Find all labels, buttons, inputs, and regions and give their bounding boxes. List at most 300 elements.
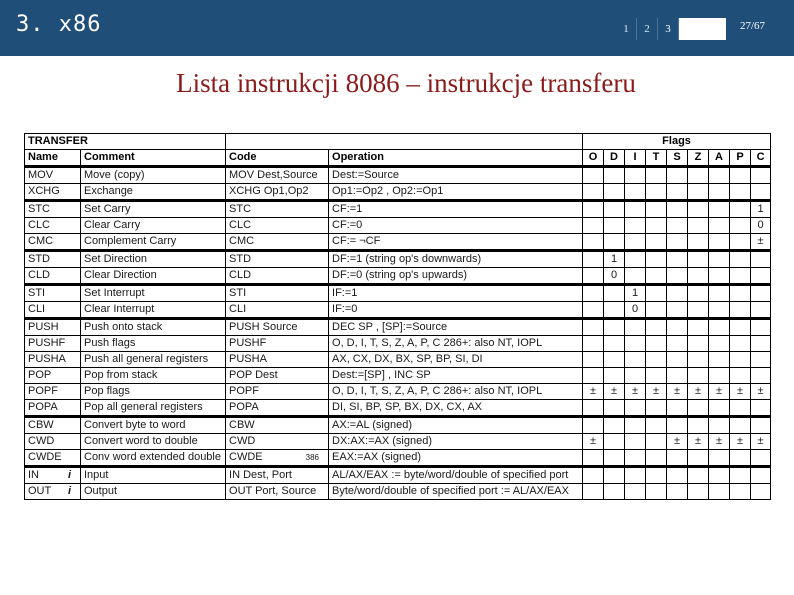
cell-flag-a xyxy=(709,201,730,218)
cell-name-text: STC xyxy=(28,203,50,215)
cell-flag-c xyxy=(751,400,771,417)
cell-name-text: CWD xyxy=(28,435,55,447)
cell-flag-t xyxy=(646,368,667,384)
cell-name-text: STD xyxy=(28,253,50,265)
cell-comment: Output xyxy=(81,484,226,500)
flag-header-c: C xyxy=(751,150,771,167)
cell-flag-i xyxy=(625,400,646,417)
cell-operation: DEC SP , [SP]:=Source xyxy=(329,319,583,336)
cell-code xyxy=(226,450,329,467)
cell-code xyxy=(226,218,329,234)
cell-flag-c: ± xyxy=(751,434,771,450)
cell-name xyxy=(25,285,81,302)
table-row xyxy=(25,467,771,484)
cell-flag-i xyxy=(625,251,646,268)
table-row xyxy=(25,251,771,268)
cell-flag-z xyxy=(688,352,709,368)
cell-flag-a xyxy=(709,319,730,336)
cell-flag-z xyxy=(688,268,709,285)
cell-name-text: CBW xyxy=(28,419,54,431)
cell-flag-a xyxy=(709,268,730,285)
cell-flag-s xyxy=(667,368,688,384)
cell-name-text: OUT xyxy=(28,485,52,497)
cell-comment: Clear Interrupt xyxy=(81,302,226,319)
cell-flag-s xyxy=(667,201,688,218)
cell-flag-c: ± xyxy=(751,234,771,251)
cell-flag-t xyxy=(646,400,667,417)
cell-flag-i xyxy=(625,167,646,184)
cell-code-text: STC xyxy=(229,203,252,215)
cell-flag-d xyxy=(604,434,625,450)
cell-operation: IF:=0 xyxy=(329,302,583,319)
cell-name xyxy=(25,400,81,417)
cell-flag-a xyxy=(709,336,730,352)
cell-flag-p xyxy=(730,467,751,484)
cell-flag-s xyxy=(667,450,688,467)
cell-flag-d xyxy=(604,417,625,434)
cell-flag-s xyxy=(667,484,688,500)
cell-flag-z xyxy=(688,319,709,336)
cell-flag-p xyxy=(730,400,751,417)
cell-flag-i: 1 xyxy=(625,285,646,302)
cell-flag-i xyxy=(625,484,646,500)
cell-flag-a xyxy=(709,218,730,234)
cell-code xyxy=(226,285,329,302)
cell-flag-p xyxy=(730,319,751,336)
cell-name-text: IN xyxy=(28,469,39,481)
cell-code xyxy=(226,268,329,285)
cell-code-text: POPA xyxy=(229,401,259,413)
table-row xyxy=(25,319,771,336)
cell-flag-t xyxy=(646,201,667,218)
cell-flag-z xyxy=(688,467,709,484)
cell-code xyxy=(226,201,329,218)
header-bar xyxy=(0,0,794,56)
cell-comment: Input xyxy=(81,467,226,484)
table-row xyxy=(25,201,771,218)
col-name: Name xyxy=(25,150,81,167)
cell-flag-p xyxy=(730,417,751,434)
cell-flag-d xyxy=(604,184,625,201)
col-code: Code xyxy=(226,150,329,167)
cell-name-text: STI xyxy=(28,287,46,299)
cell-flag-a xyxy=(709,234,730,251)
cell-flag-t xyxy=(646,234,667,251)
table-row xyxy=(25,384,771,400)
cell-flag-t xyxy=(646,302,667,319)
cell-name-note: i xyxy=(67,485,71,497)
cell-flag-p xyxy=(730,336,751,352)
cell-operation: CF:= ¬CF xyxy=(329,234,583,251)
cell-flag-a xyxy=(709,302,730,319)
cell-flag-s xyxy=(667,234,688,251)
cell-flag-z xyxy=(688,167,709,184)
table-row xyxy=(25,368,771,384)
cell-flag-i: 0 xyxy=(625,302,646,319)
nav-item-2[interactable]: 2 xyxy=(637,18,658,40)
cell-code-note: 386 xyxy=(305,453,320,462)
cell-name xyxy=(25,234,81,251)
cell-operation: DF:=1 (string op's downwards) xyxy=(329,251,583,268)
flags-label: Flags xyxy=(583,134,771,150)
cell-name-text: MOV xyxy=(28,169,54,181)
cell-code xyxy=(226,484,329,500)
flag-header-s: S xyxy=(667,150,688,167)
cell-flag-z xyxy=(688,484,709,500)
cell-name-text: POP xyxy=(28,369,52,381)
table-header-row xyxy=(25,150,771,167)
cell-flag-c xyxy=(751,467,771,484)
table-row xyxy=(25,302,771,319)
cell-comment: Push all general registers xyxy=(81,352,226,368)
cell-comment: Conv word extended double xyxy=(81,450,226,467)
cell-flag-z xyxy=(688,336,709,352)
cell-code-text: PUSHF xyxy=(229,337,267,349)
cell-operation: AX:=AL (signed) xyxy=(329,417,583,434)
cell-name xyxy=(25,319,81,336)
cell-flag-d xyxy=(604,167,625,184)
cell-flag-z xyxy=(688,302,709,319)
cell-flag-d xyxy=(604,218,625,234)
cell-flag-s xyxy=(667,417,688,434)
cell-flag-a xyxy=(709,484,730,500)
table-row xyxy=(25,167,771,184)
cell-flag-d xyxy=(604,467,625,484)
cell-flag-p xyxy=(730,268,751,285)
cell-comment: Complement Carry xyxy=(81,234,226,251)
cell-name-text: CMC xyxy=(28,235,54,247)
cell-flag-p xyxy=(730,218,751,234)
cell-flag-d xyxy=(604,484,625,500)
cell-flag-a xyxy=(709,400,730,417)
cell-flag-d: ± xyxy=(604,384,625,400)
cell-flag-z xyxy=(688,218,709,234)
cell-flag-a xyxy=(709,251,730,268)
cell-flag-i xyxy=(625,184,646,201)
cell-flag-d xyxy=(604,319,625,336)
cell-flag-t xyxy=(646,352,667,368)
cell-flag-z: ± xyxy=(688,434,709,450)
cell-operation: Op1:=Op2 , Op2:=Op1 xyxy=(329,184,583,201)
cell-flag-t xyxy=(646,184,667,201)
cell-flag-p xyxy=(730,484,751,500)
flag-header-o: O xyxy=(583,150,604,167)
cell-comment: Set Interrupt xyxy=(81,285,226,302)
cell-name xyxy=(25,417,81,434)
cell-flag-z: ± xyxy=(688,384,709,400)
cell-code xyxy=(226,352,329,368)
cell-comment: Convert byte to word xyxy=(81,417,226,434)
cell-flag-a xyxy=(709,184,730,201)
cell-flag-c xyxy=(751,484,771,500)
cell-code-text: POPF xyxy=(229,385,259,397)
cell-flag-s xyxy=(667,336,688,352)
cell-operation: CF:=1 xyxy=(329,201,583,218)
cell-flag-a: ± xyxy=(709,434,730,450)
flag-header-i: I xyxy=(625,150,646,167)
cell-flag-s xyxy=(667,268,688,285)
cell-name xyxy=(25,484,81,500)
cell-comment: Move (copy) xyxy=(81,167,226,184)
cell-flag-s xyxy=(667,302,688,319)
cell-name xyxy=(25,450,81,467)
cell-code-text: IN Dest, Port xyxy=(229,469,292,481)
cell-flag-i xyxy=(625,319,646,336)
nav-item-3[interactable]: 3 xyxy=(658,18,679,40)
cell-comment: Pop flags xyxy=(81,384,226,400)
cell-name-text: XCHG xyxy=(28,185,60,197)
cell-flag-p xyxy=(730,368,751,384)
cell-comment: Push onto stack xyxy=(81,319,226,336)
table-row xyxy=(25,234,771,251)
cell-flag-p: ± xyxy=(730,384,751,400)
cell-comment: Set Direction xyxy=(81,251,226,268)
cell-flag-z xyxy=(688,201,709,218)
table-banner-blank xyxy=(226,134,583,150)
cell-name xyxy=(25,184,81,201)
cell-flag-c xyxy=(751,319,771,336)
cell-flag-c xyxy=(751,285,771,302)
cell-operation: O, D, I, T, S, Z, A, P, C 286+: also NT, IOPL xyxy=(329,384,583,400)
cell-operation: AX, CX, DX, BX, SP, BP, SI, DI xyxy=(329,352,583,368)
cell-operation: AL/AX/EAX := byte/word/double of specified port xyxy=(329,467,583,484)
cell-flag-o xyxy=(583,167,604,184)
col-comment: Comment xyxy=(81,150,226,167)
cell-name xyxy=(25,352,81,368)
table-row xyxy=(25,484,771,500)
cell-flag-i: ± xyxy=(625,384,646,400)
cell-flag-s: ± xyxy=(667,434,688,450)
cell-code-text: MOV Dest,Source xyxy=(229,169,318,181)
cell-flag-i xyxy=(625,368,646,384)
cell-flag-a xyxy=(709,352,730,368)
cell-code-text: CWDE xyxy=(229,451,263,463)
cell-flag-s: ± xyxy=(667,384,688,400)
cell-operation: EAX:=AX (signed) xyxy=(329,450,583,467)
cell-name xyxy=(25,201,81,218)
cell-flag-a xyxy=(709,368,730,384)
cell-flag-t xyxy=(646,450,667,467)
cell-name xyxy=(25,167,81,184)
cell-name xyxy=(25,251,81,268)
table-row xyxy=(25,268,771,285)
cell-flag-i xyxy=(625,218,646,234)
cell-flag-o xyxy=(583,352,604,368)
cell-operation: CF:=0 xyxy=(329,218,583,234)
cell-flag-d xyxy=(604,234,625,251)
cell-flag-s xyxy=(667,285,688,302)
cell-operation: Dest:=Source xyxy=(329,167,583,184)
table-row xyxy=(25,336,771,352)
cell-flag-t xyxy=(646,417,667,434)
cell-flag-i xyxy=(625,268,646,285)
cell-name xyxy=(25,218,81,234)
cell-flag-s xyxy=(667,400,688,417)
cell-flag-o xyxy=(583,450,604,467)
cell-flag-o xyxy=(583,319,604,336)
cell-flag-s xyxy=(667,467,688,484)
flag-header-a: A xyxy=(709,150,730,167)
cell-flag-p: ± xyxy=(730,434,751,450)
cell-code xyxy=(226,302,329,319)
cell-flag-p xyxy=(730,167,751,184)
table-row xyxy=(25,400,771,417)
cell-comment: Exchange xyxy=(81,184,226,201)
cell-flag-c xyxy=(751,368,771,384)
cell-code xyxy=(226,434,329,450)
cell-flag-z xyxy=(688,234,709,251)
cell-code xyxy=(226,234,329,251)
cell-code xyxy=(226,417,329,434)
cell-flag-p xyxy=(730,352,751,368)
cell-flag-t xyxy=(646,336,667,352)
cell-flag-p xyxy=(730,184,751,201)
cell-flag-c xyxy=(751,184,771,201)
cell-code xyxy=(226,467,329,484)
cell-operation: DF:=0 (string op's upwards) xyxy=(329,268,583,285)
cell-flag-a: ± xyxy=(709,384,730,400)
cell-name-text: POPA xyxy=(28,401,58,413)
cell-comment: Convert word to double xyxy=(81,434,226,450)
cell-flag-z xyxy=(688,450,709,467)
cell-flag-o xyxy=(583,285,604,302)
cell-flag-o xyxy=(583,417,604,434)
cell-flag-t xyxy=(646,167,667,184)
cell-flag-o: ± xyxy=(583,434,604,450)
cell-code-text: CLC xyxy=(229,219,252,231)
cell-flag-s xyxy=(667,218,688,234)
cell-flag-o xyxy=(583,268,604,285)
cell-flag-t xyxy=(646,285,667,302)
table-row xyxy=(25,434,771,450)
cell-flag-z xyxy=(688,251,709,268)
table-banner-row xyxy=(25,134,771,150)
cell-code-text: PUSH Source xyxy=(229,321,298,333)
cell-operation: Byte/word/double of specified port := AL/AX/EAX xyxy=(329,484,583,500)
cell-name xyxy=(25,302,81,319)
cell-flag-s xyxy=(667,184,688,201)
cell-flag-c xyxy=(751,167,771,184)
cell-name xyxy=(25,384,81,400)
cell-flag-t xyxy=(646,251,667,268)
cell-flag-o xyxy=(583,302,604,319)
cell-name-text: CWDE xyxy=(28,451,62,463)
cell-flag-s xyxy=(667,167,688,184)
cell-code-text: CMC xyxy=(229,235,255,247)
cell-code-text: PUSHA xyxy=(229,353,267,365)
cell-code xyxy=(226,184,329,201)
cell-flag-c: 0 xyxy=(751,218,771,234)
cell-flag-d xyxy=(604,352,625,368)
cell-code-text: OUT Port, Source xyxy=(229,485,317,497)
cell-code xyxy=(226,400,329,417)
flag-header-t: T xyxy=(646,150,667,167)
cell-flag-z xyxy=(688,285,709,302)
cell-flag-d xyxy=(604,368,625,384)
slide-title: Lista instrukcji 8086 – instrukcje transferu xyxy=(176,68,636,98)
cell-flag-o xyxy=(583,368,604,384)
cell-code xyxy=(226,167,329,184)
cell-flag-o xyxy=(583,251,604,268)
cell-flag-t xyxy=(646,319,667,336)
cell-flag-z xyxy=(688,368,709,384)
cell-flag-c xyxy=(751,251,771,268)
cell-flag-t xyxy=(646,268,667,285)
cell-flag-i xyxy=(625,417,646,434)
cell-flag-o xyxy=(583,400,604,417)
cell-flag-t xyxy=(646,218,667,234)
cell-flag-a xyxy=(709,417,730,434)
cell-name-text: CLI xyxy=(28,303,46,315)
cell-flag-c xyxy=(751,336,771,352)
cell-comment: Clear Carry xyxy=(81,218,226,234)
cell-code-text: STD xyxy=(229,253,252,265)
cell-flag-i xyxy=(625,336,646,352)
cell-name-text: POPF xyxy=(28,385,58,397)
table-row xyxy=(25,450,771,467)
cell-name-text: PUSHA xyxy=(28,353,66,365)
cell-name-text: CLC xyxy=(28,219,51,231)
table-row xyxy=(25,417,771,434)
flag-header-p: P xyxy=(730,150,751,167)
cell-flag-z xyxy=(688,417,709,434)
cell-flag-o xyxy=(583,234,604,251)
col-operation: Operation xyxy=(329,150,583,167)
cell-operation: DI, SI, BP, SP, BX, DX, CX, AX xyxy=(329,400,583,417)
cell-comment: Clear Direction xyxy=(81,268,226,285)
cell-flag-o xyxy=(583,336,604,352)
cell-flag-i xyxy=(625,201,646,218)
cell-name-text: CLD xyxy=(28,269,51,281)
flag-header-z: Z xyxy=(688,150,709,167)
cell-flag-o xyxy=(583,201,604,218)
cell-flag-o xyxy=(583,467,604,484)
cell-flag-c xyxy=(751,352,771,368)
page-number: 27/67 xyxy=(740,20,766,32)
cell-flag-s xyxy=(667,251,688,268)
cell-name-text: PUSH xyxy=(28,321,59,333)
cell-flag-p xyxy=(730,234,751,251)
cell-flag-a xyxy=(709,467,730,484)
cell-code-text: POP Dest xyxy=(229,369,278,381)
cell-flag-c xyxy=(751,268,771,285)
cell-flag-c: 1 xyxy=(751,201,771,218)
cell-name-text: PUSHF xyxy=(28,337,66,349)
cell-operation: DX:AX:=AX (signed) xyxy=(329,434,583,450)
cell-flag-t xyxy=(646,434,667,450)
cell-comment: Pop from stack xyxy=(81,368,226,384)
cell-flag-c xyxy=(751,450,771,467)
cell-code xyxy=(226,384,329,400)
cell-flag-a xyxy=(709,285,730,302)
cell-code-text: CWD xyxy=(229,435,256,447)
cell-flag-a xyxy=(709,450,730,467)
cell-flag-a xyxy=(709,167,730,184)
table-row xyxy=(25,352,771,368)
cell-flag-d xyxy=(604,201,625,218)
section-title: 3. x86 xyxy=(16,12,102,37)
cell-comment: Set Carry xyxy=(81,201,226,218)
cell-flag-p xyxy=(730,450,751,467)
cell-flag-i xyxy=(625,352,646,368)
table-banner: TRANSFER xyxy=(25,134,226,150)
nav-item-1[interactable]: 1 xyxy=(616,18,637,40)
cell-code xyxy=(226,368,329,384)
cell-flag-o xyxy=(583,484,604,500)
cell-flag-p xyxy=(730,251,751,268)
cell-name xyxy=(25,336,81,352)
cell-operation: IF:=1 xyxy=(329,285,583,302)
